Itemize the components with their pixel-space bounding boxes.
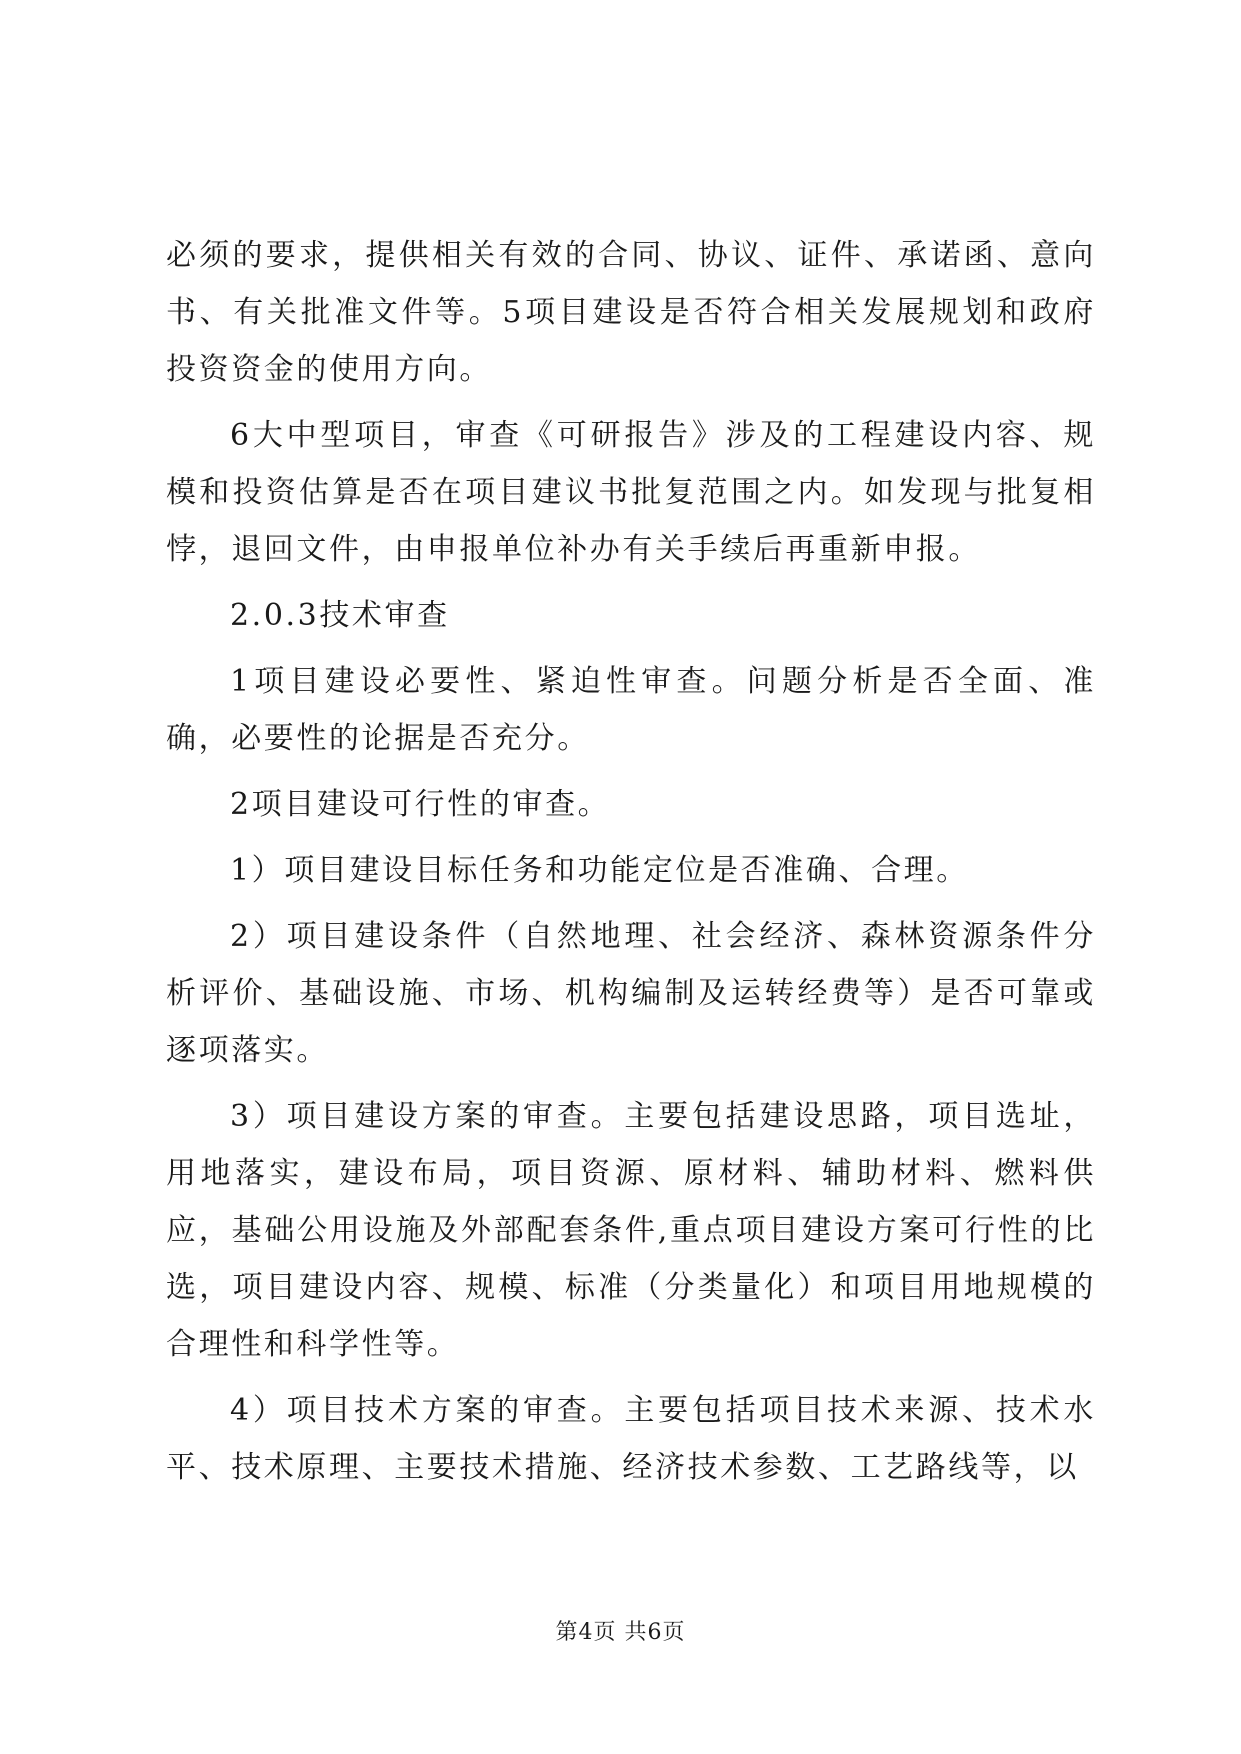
- paragraph-9: 4）项目技术方案的审查。主要包括项目技术来源、技术水平、技术原理、主要技术措施、经济技术参数、工艺路线等，以: [166, 1393, 1096, 1485]
- section-heading-2-0-3: 2.0.3技术审查: [230, 598, 450, 633]
- paragraph-7: 2）项目建设条件（自然地理、社会经济、森林资源条件分析评价、基础设施、市场、机构编制及运转经费等）是否可靠或逐项落实。: [166, 919, 1096, 1068]
- paragraph-2: 6大中型项目，审查《可研报告》涉及的工程建设内容、规模和投资估算是否在项目建议书批复范围之内。如发现与批复相悖，退回文件，由申报单位补办有关手续后再重新申报。: [166, 418, 1096, 567]
- document-body: [166, 227, 1096, 1505]
- paragraph-1: 必须的要求，提供相关有效的合同、协议、证件、承诺函、意向书、有关批准文件等。5项目建设是否符合相关发展规划和政府投资资金的使用方向。: [166, 238, 1096, 387]
- page-number-footer: 第4页 共6页: [555, 1620, 686, 1645]
- paragraph-8: 3）项目建设方案的审查。主要包括建设思路，项目选址，用地落实，建设布局，项目资源、原材料、辅助材料、燃料供应，基础公用设施及外部配套条件,重点项目建设方案可行性的比选，项目建设内容、规模、标准（分类量化）和项目用地规模的合理性和科学性等。: [166, 1099, 1096, 1362]
- paragraph-5: 2项目建设可行性的审查。: [230, 787, 611, 822]
- paragraph-6: 1）项目建设目标任务和功能定位是否准确、合理。: [230, 853, 969, 888]
- paragraph-4: 1项目建设必要性、紧迫性审查。问题分析是否全面、准确，必要性的论据是否充分。: [166, 664, 1096, 756]
